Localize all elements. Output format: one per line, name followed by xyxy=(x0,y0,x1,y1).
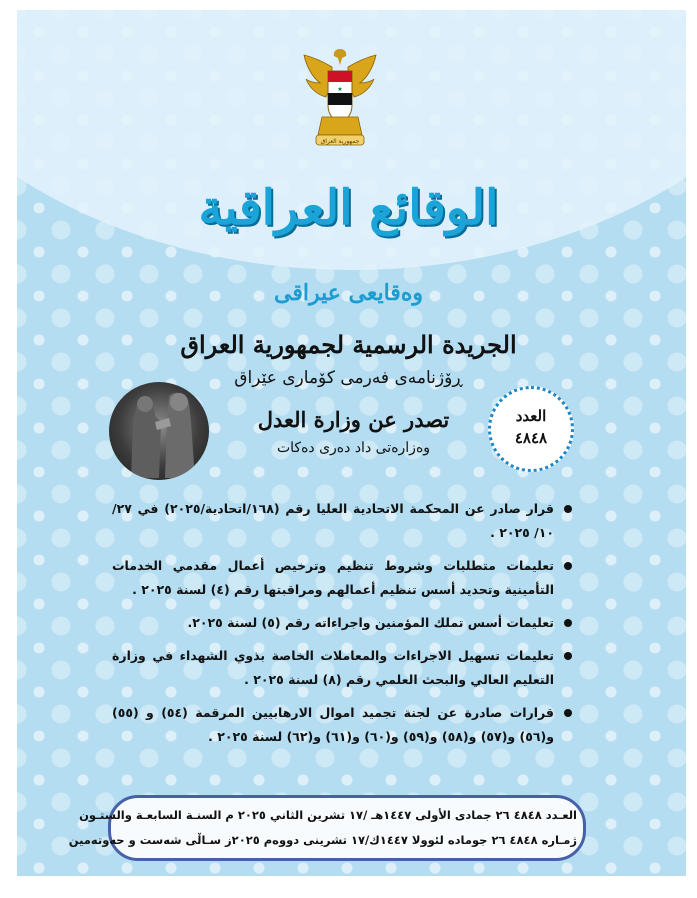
issued-by-kurdish: وەزارەتی داد دەری دەکات xyxy=(276,440,431,456)
iraq-eagle-emblem-icon xyxy=(302,43,378,155)
list-item xyxy=(112,644,572,692)
official-gazette-arabic: الجريدة الرسمية لجمهورية العراق xyxy=(180,330,517,359)
svg-text:★: ★ xyxy=(337,86,343,93)
emblem-caption: جمهورية العراق xyxy=(320,138,360,145)
issue-number: ٤٨٤٨ xyxy=(514,429,548,447)
bullet-icon xyxy=(564,709,572,717)
list-item xyxy=(112,554,572,602)
issue-label: العدد xyxy=(515,407,547,425)
gazette-title-arabic: الوقائع العراقية xyxy=(198,180,499,236)
bullet-icon xyxy=(564,652,572,660)
issue-footer xyxy=(68,795,586,861)
list-item xyxy=(112,701,572,749)
list-item xyxy=(112,611,572,635)
list-item-text: قرارات صادرة عن لجنة تجميد اموال الارهابيين المرقمة (٥٤) و (٥٥) و(٥٦) و(٥٧) و(٥٨) و(٥٩) و(٦٠) و(٦١) و(٦٢) لسنة ٢٠٢٥ . xyxy=(112,705,554,744)
list-item-text: تعليمات أسس تملك المؤمنين واجراءاته رقم (٥) لسنة ٢٠٢٥. xyxy=(187,615,554,630)
list-item xyxy=(112,497,572,545)
issued-by-arabic: تصدر عن وزارة العدل xyxy=(257,407,450,432)
list-item-text: تعليمات متطلبات وشروط تنظيم وترخيص أعمال مقدمي الخدمات التأمينية وتحديد أسس تنظيم أعمالهم ومراقبتها رقم (٤) لسنة ٢٠٢٥ . xyxy=(112,558,554,597)
bullet-icon xyxy=(564,619,572,627)
list-item-text: تعليمات تسهيل الاجراءات والمعاملات الخاصة بذوي الشهداء في وزارة التعليم العالي والبحث العلمي رقم (٨) لسنة ٢٠٢٥ . xyxy=(112,648,554,687)
list-item-text: قرار صادر عن المحكمة الاتحادية العليا رقم (١٦٨/اتحادية/٢٠٢٥) في ٢٧/ ١٠/ ٢٠٢٥ . xyxy=(112,501,554,540)
official-gazette-kurdish: ڕۆژنامەی فەرمی کۆماری عێراق xyxy=(234,368,463,388)
footer-date-arabic: العـدد ٤٨٤٨ ٢٦ جمادى الأولى ١٤٤٧هـ /١٧ تشرين الثاني ٢٠٢٥ م السنـة السابعـة والستـون xyxy=(79,808,577,822)
footer-date-kurdish: ژمـاره ٤٨٤٨ ٢٦ جوماده لئوولا ١٤٤٧ك/١٧ تشرینی دووەم ٢٠٢٥ز سـاڵی شەست و حەوتەمین xyxy=(68,833,577,847)
bullet-icon xyxy=(564,562,572,570)
bullet-icon xyxy=(564,505,572,513)
contents-list xyxy=(112,497,572,758)
gazette-title-kurdish: وەقایعی عیراقی xyxy=(274,280,423,306)
